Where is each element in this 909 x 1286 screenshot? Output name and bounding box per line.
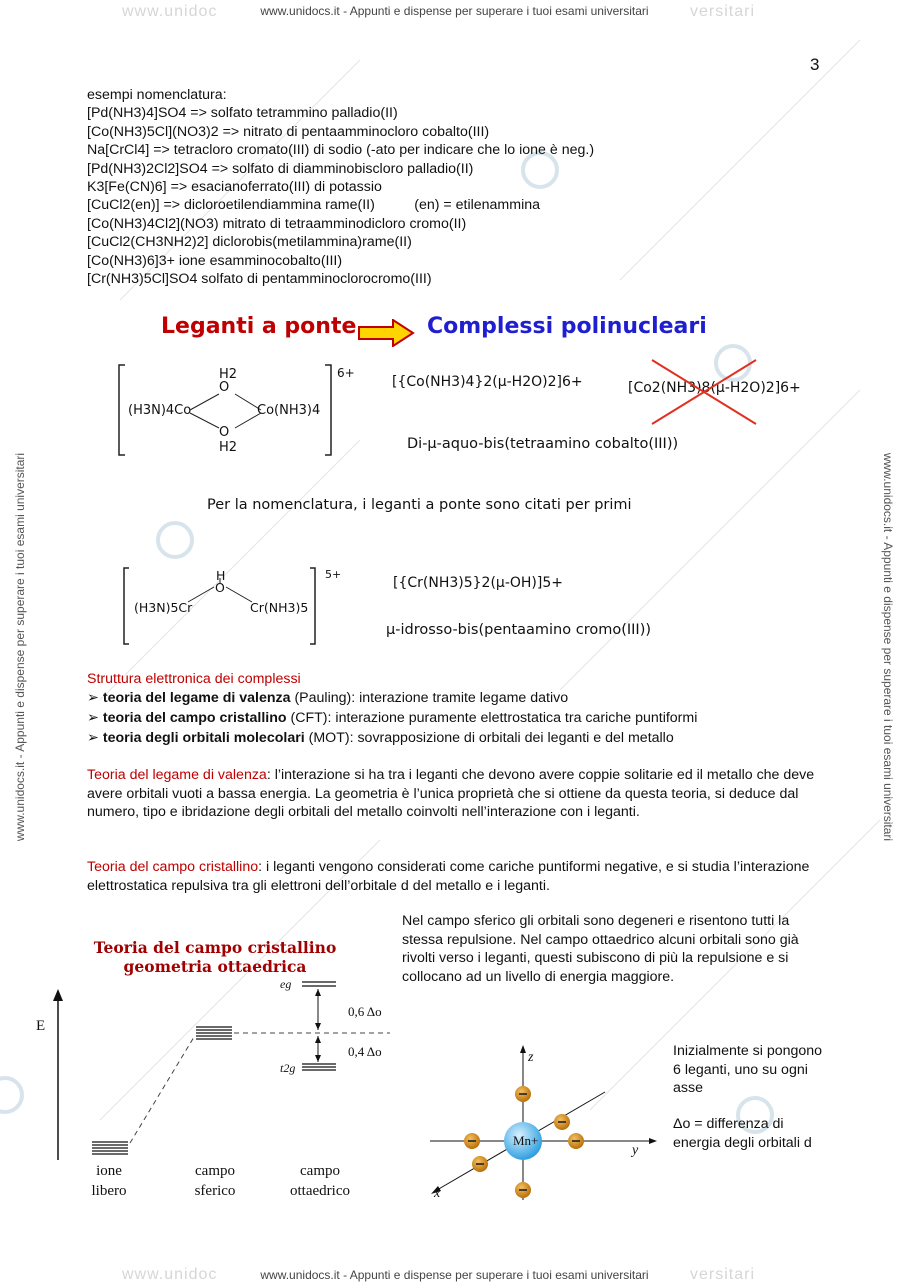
page-number: 3 [810,55,820,74]
octahedral-ligand-figure [425,1040,665,1205]
formula-dicobalt: [{Co(NH3)4}2(μ-H2O)2]6+ [392,374,583,390]
spherical-field-label: campo sferico [194,1163,236,1199]
formula-wrong: [Co2(NH3)8(μ-H2O)2]6+ [628,380,801,396]
z-axis-label: z [528,1050,534,1065]
example-line: [Pd(NH3)4]SO4 => solfato tetrammino palladio(II) [87,105,398,122]
example-line: [Co(NH3)5Cl](NO3)2 => nitrato di pentaamminocloro cobalto(III) [87,123,490,140]
energy-axis-label: E [36,1018,46,1034]
chromium-left-group: (H3N)5Cr [134,600,193,615]
energy-level-diagram [30,975,400,1165]
example-line: [Co(NH3)4Cl2](NO3) mitrato di tetraamminodicloro cromo(II) [87,215,467,232]
diagram-title: Teoria del campo cristallino geometria ottaedrica [93,938,337,976]
watermark-faint-left-bottom: www.unidoc [122,1266,218,1283]
valence-bond-paragraph: Teoria del legame di valenza: l’interazione si ha tra i leganti che devono avere coppie solitarie ed il metallo che deve avere orbitali vuoti a bassa energia. La geometria è l’unica proprietà che si ottiene da questa teoria, si deduce dal numero, tipo e ibridazione degli orbitali del metallo coinvolti nell’interazione con i leganti. [87,767,815,820]
example-line: [Co(NH3)6]3+ ione esamminocobalto(III) [87,252,343,269]
octahedral-field-label: campo ottaedrico [290,1163,350,1199]
bridging-title-left: Leganti a ponte [161,314,357,339]
watermark-top: www.unidocs.it - Appunti e dispense per superare i tuoi esami universitari [260,4,649,18]
spherical-field-note: Nel campo sferico gli orbitali sono degeneri e risentono tutti la stessa repulsione. Nel campo ottaedrico alcuni orbitali sono già rivolti verso i leganti, questi subiscono di più la repulsione e si collocano ad un livello di energia maggiore. [402,913,799,985]
right-arrow-icon [357,319,415,347]
x-axis-label: x [434,1186,441,1201]
bridging-title-right: Complessi polinucleari [427,314,707,339]
example-line: [CuCl2(en)] => dicloroetilendiammina rame(II) (en) = etilenammina [87,197,540,214]
free-ion-label: ione libero [91,1163,127,1199]
eg-label: eg [280,977,292,991]
metal-ion-label: Mn+ [513,1133,539,1148]
water-h2-top: H2 [219,367,238,382]
examples-heading: esempi nomenclatura: [87,87,227,103]
hydroxo-o: O [215,580,225,595]
chromium-right-group: Cr(NH3)5 [250,600,309,615]
charge-5plus: 5+ [325,568,342,581]
watermark-side-right: www.unidocs.it - Appunti e dispense per superare i tuoi esami universitari [881,452,895,842]
cobalt-left-group: (H3N)4Co [128,403,192,418]
name-dicobalt: Di-μ-aquo-bis(tetraamino cobalto(III)) [407,436,679,452]
watermark-side-left: www.unidocs.it - Appunti e dispense per superare i tuoi esami universitari [13,452,27,842]
formula-dichromium: [{Cr(NH3)5}2(μ-OH)]5+ [393,575,563,591]
example-line: [Pd(NH3)2Cl2]SO4 => solfato di diamminobiscloro palladio(II) [87,160,474,177]
examples-block [87,86,594,288]
name-dichromium: μ-idrosso-bis(pentaamino cromo(III)) [386,622,652,638]
charge-6plus: 6+ [337,366,355,380]
electronic-bullet: ➢ teoria del legame di valenza (Pauling): interazione tramite legame dativo [87,690,569,706]
ligands-note: Inizialmente si pongono 6 leganti, uno su ogni asse [673,1043,823,1096]
cobalt-right-group: Co(NH3)4 [257,403,321,418]
oxygen-bottom: O [219,425,230,440]
cross-out-icon [650,358,760,428]
split-upper-label: 0,6 Δo [348,1004,382,1019]
example-line: [Cr(NH3)5Cl]SO4 solfato di pentamminoclorocromo(III) [87,271,432,288]
hydroxo-h: H [216,568,226,583]
electronic-bullet: ➢ teoria degli orbitali molecolari (MOT): sovrapposizione di orbitali dei leganti e del metallo [87,730,674,746]
example-line: K3[Fe(CN)6] => esacianoferrato(III) di potassio [87,179,382,196]
watermark-bottom: www.unidocs.it - Appunti e dispense per superare i tuoi esami universitari [260,1268,649,1282]
crystal-field-paragraph: Teoria del campo cristallino: i leganti vengono considerati come cariche puntiformi negative, e si studia l’interazione elettrostatica repulsiva tra gli elettroni dell’orbitale d del metallo e i leganti. [87,859,810,894]
electronic-heading: Struttura elettronica dei complessi [87,671,301,687]
watermark-faint-left: www.unidoc [122,3,218,20]
bridging-note: Per la nomenclatura, i leganti a ponte sono citati per primi [207,497,632,513]
water-h2-bottom: H2 [219,440,238,455]
y-axis-label: y [632,1143,639,1158]
watermark-faint-right-bottom: versitari [690,1266,756,1283]
oxygen-top: O [219,380,230,395]
watermark-faint-right: versitari [690,3,756,20]
electronic-bullet: ➢ teoria del campo cristallino (CFT): interazione puramente elettrostatica tra cariche puntiformi [87,710,698,726]
delta-note: Δo = differenza di energia degli orbitali d [673,1116,812,1151]
split-lower-label: 0,4 Δo [348,1044,382,1059]
example-line: Na[CrCl4] => tetracloro cromato(III) di sodio (-ato per indicare che lo ione è neg.) [87,142,595,159]
example-line: [CuCl2(CH3NH2)2] diclorobis(metilammina)rame(II) [87,234,412,251]
t2g-label: t2g [280,1061,296,1075]
